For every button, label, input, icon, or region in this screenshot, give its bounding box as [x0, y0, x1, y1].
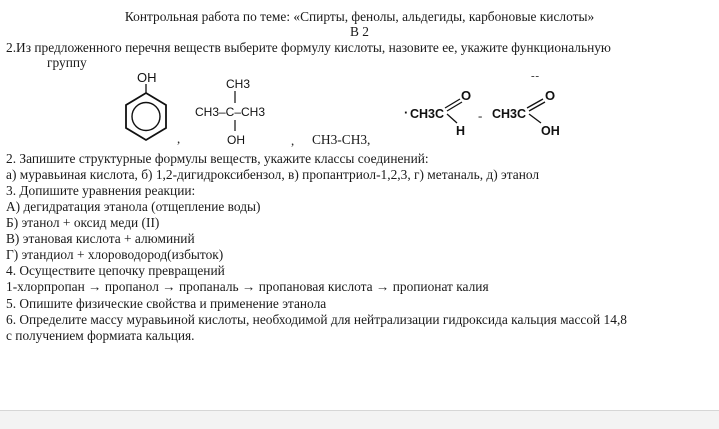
task3-heading: 3. Допишите уравнения реакции: — [6, 183, 196, 198]
acid-oh: OH — [541, 124, 560, 138]
task2b-line2: а) муравьиная кислота, б) 1,2-дигидроксибензол, в) пропантриол-1,2,3, г) метаналь, д) этанол — [6, 167, 540, 182]
acetaldehyde-structure — [404, 80, 484, 145]
acid-ch3c: CH3C — [492, 107, 527, 121]
separator-comma-2: , — [291, 133, 295, 148]
task6-line2: с получением формиата кальция. — [6, 328, 195, 343]
worksheet-title: Контрольная работа по теме: «Спирты, фенолы, альдегиды, карбоновые кислоты» — [124, 9, 595, 24]
tert-main-chain: CH3–C–CH3 — [195, 105, 266, 119]
task5-text: 5. Опишите физические свойства и применение этанола — [6, 296, 327, 311]
task4-heading: 4. Осуществите цепочку превращений — [6, 263, 225, 278]
task2-text-line1: 2.Из предложенного перечня веществ выберите формулу кислоты, назовите ее, укажите функциональную — [6, 40, 611, 55]
task2b-line1: 2. Запишите структурные формулы веществ, укажите классы соединений: — [6, 151, 429, 166]
acetic-acid-structure — [490, 80, 585, 145]
aldehyde-dot: · — [404, 105, 409, 120]
task3-a: А) дегидратация этанола (отщепление воды) — [6, 199, 261, 214]
separator-comma-1: , — [177, 131, 181, 146]
task3-c: В) этановая кислота + алюминий — [6, 231, 195, 246]
aldehyde-ch3c: CH3C — [410, 107, 445, 121]
task6-line1: 6. Определите массу муравьиной кислоты, необходимой для нейтрализации гидроксида кальция массой 14,8 — [6, 312, 627, 327]
separator-dash: - — [478, 108, 483, 123]
tert-butanol-structure — [193, 74, 288, 154]
variant-label: В 2 — [350, 24, 369, 39]
tert-ch3-top: CH3 — [226, 77, 251, 91]
task3-b: Б) этанол + оксид меди (II) — [6, 215, 160, 230]
acid-o: O — [545, 88, 556, 103]
task3-d: Г) этандиол + хлороводород(избыток) — [6, 247, 224, 262]
phenol-oh-label: OH — [137, 70, 157, 85]
task2-text-line2: группу — [47, 55, 87, 70]
bottom-toolbar-strip — [0, 410, 719, 429]
tert-oh: OH — [227, 133, 245, 147]
separator-dots: - - — [531, 70, 539, 82]
aldehyde-h: H — [456, 124, 466, 138]
ethane-formula: CH3-CH3, — [312, 132, 371, 147]
task4-chain: 1-хлорпропан → пропанол → пропаналь → пропановая кислота → пропионат калия — [6, 279, 489, 294]
aldehyde-o: O — [461, 88, 472, 103]
